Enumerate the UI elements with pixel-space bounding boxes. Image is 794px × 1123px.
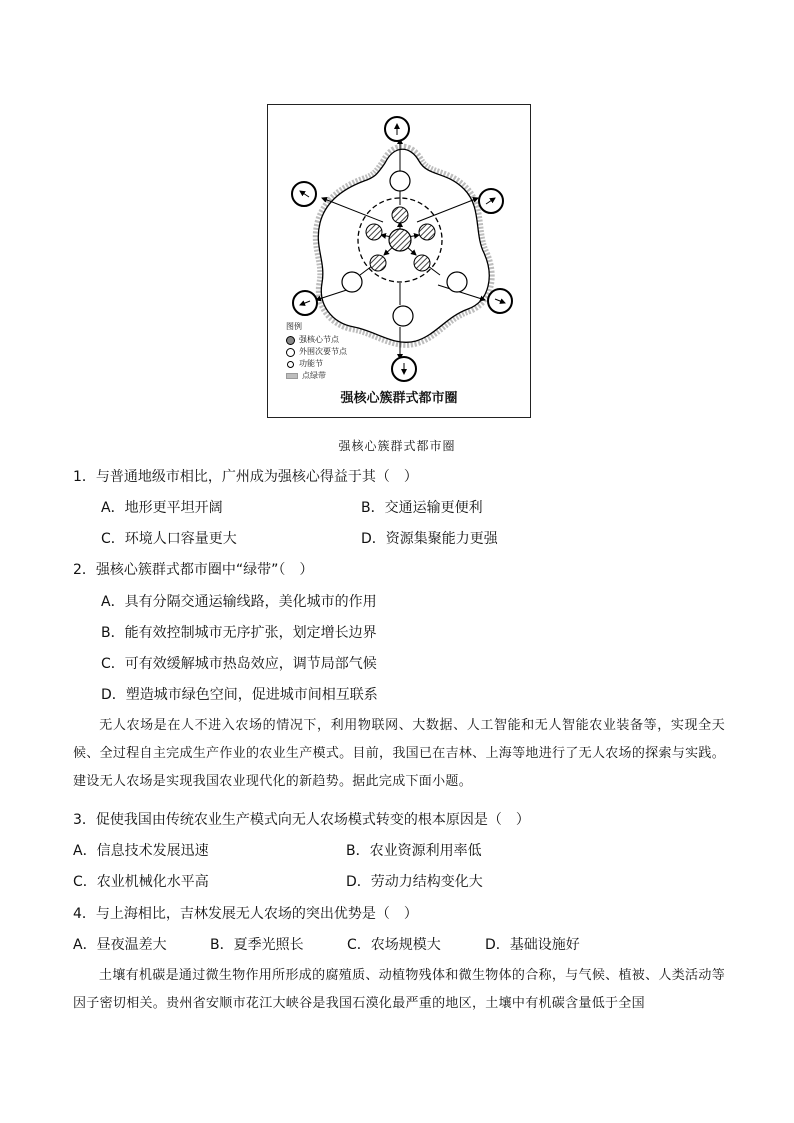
question-3-option-d: D．劳动力结构变化大 <box>346 874 483 890</box>
hatched-node <box>370 255 386 271</box>
legend-item-green-belt <box>286 370 347 382</box>
hatched-node <box>414 255 430 271</box>
functional-symbol <box>287 361 294 368</box>
hatched-node <box>392 207 408 223</box>
hatched-node <box>366 224 382 240</box>
outer-secondary-node <box>390 171 410 191</box>
question-2-stem: 2．强核心簇群式都市圈中“绿带”（ ） <box>73 562 314 578</box>
strong-core-node <box>389 229 411 251</box>
legend-item-strong-core <box>286 334 347 346</box>
legend-label: 点绿带 <box>302 371 326 380</box>
figure-caption: 强核心簇群式都市圈 <box>338 439 456 453</box>
question-2-option-a: A．具有分隔交通运输线路，美化城市的作用 <box>101 594 377 610</box>
question-1-option-b: B．交通运输更便利 <box>361 500 483 516</box>
question-3-option-a: A．信息技术发展迅速 <box>73 843 209 859</box>
question-1-option-a: A．地形更平坦开阔 <box>101 500 223 516</box>
legend-item-functional <box>286 358 347 370</box>
legend-item-outer-secondary <box>286 346 347 358</box>
strong-core-symbol <box>286 336 295 345</box>
question-1-option-d: D．资源集聚能力更强 <box>361 531 498 547</box>
question-2-option-d: D．塑造城市绿色空间，促进城市间相互联系 <box>101 687 378 703</box>
question-1-option-c: C．环境人口容量更大 <box>101 531 237 547</box>
legend-label: 外围次要节点 <box>299 347 347 356</box>
passage-text: 土壤有机碳是通过微生物作用所形成的腐殖质、动植物残体和微生物体的合称，与气候、植被、人类活动等因子密切相关。贵州省安顺市花江大峡谷是我国石漠化最严重的地区，土壤中有机碳含量低于全国 <box>73 968 725 1011</box>
question-2-option-c: C．可有效缓解城市热岛效应，调节局部气候 <box>101 656 377 672</box>
green-belt-symbol <box>286 373 298 379</box>
question-1-stem: 1．与普通地级市相比，广州成为强核心得益于其（ ） <box>73 469 418 485</box>
question-4-option-c: C．农场规模大 <box>347 937 441 953</box>
metro-diagram-figure <box>267 104 531 418</box>
passage-soil-carbon <box>73 962 725 1018</box>
hatched-node <box>419 224 435 240</box>
passage-text: 无人农场是在人不进入农场的情况下，利用物联网、大数据、人工智能和无人智能农业装备等，实现全天候、全过程自主完成生产作业的农业生产模式。目前，我国已在吉林、上海等地进行了无人农场的探索与实践。建设无人农场是实现我国农业现代化的新趋势。据此完成下面小题。 <box>73 718 725 789</box>
outer-secondary-symbol <box>286 348 295 357</box>
question-3-option-b: B．农业资源利用率低 <box>346 843 482 859</box>
question-3-option-c: C．农业机械化水平高 <box>73 874 209 890</box>
question-4-option-a: A．昼夜温差大 <box>73 937 167 953</box>
legend-label: 强核心节点 <box>299 335 339 344</box>
question-3-stem: 3．促使我国由传统农业生产模式向无人农场模式转变的根本原因是（ ） <box>73 812 530 828</box>
question-4-option-d: D．基础设施好 <box>485 937 580 953</box>
outer-secondary-node <box>393 306 413 326</box>
legend-label: 功能节 <box>299 359 323 368</box>
question-2-option-b: B．能有效控制城市无序扩张，划定增长边界 <box>101 625 377 641</box>
legend-title: 图例 <box>286 322 302 331</box>
figure-legend <box>286 321 347 382</box>
question-4-option-b: B．夏季光照长 <box>210 937 304 953</box>
passage-unmanned-farm <box>73 712 725 796</box>
outer-secondary-node <box>342 272 362 292</box>
outer-secondary-node <box>447 272 467 292</box>
question-4-stem: 4．与上海相比，吉林发展无人农场的突出优势是（ ） <box>73 906 418 922</box>
figure-title: 强核心簇群式都市圈 <box>340 391 458 406</box>
